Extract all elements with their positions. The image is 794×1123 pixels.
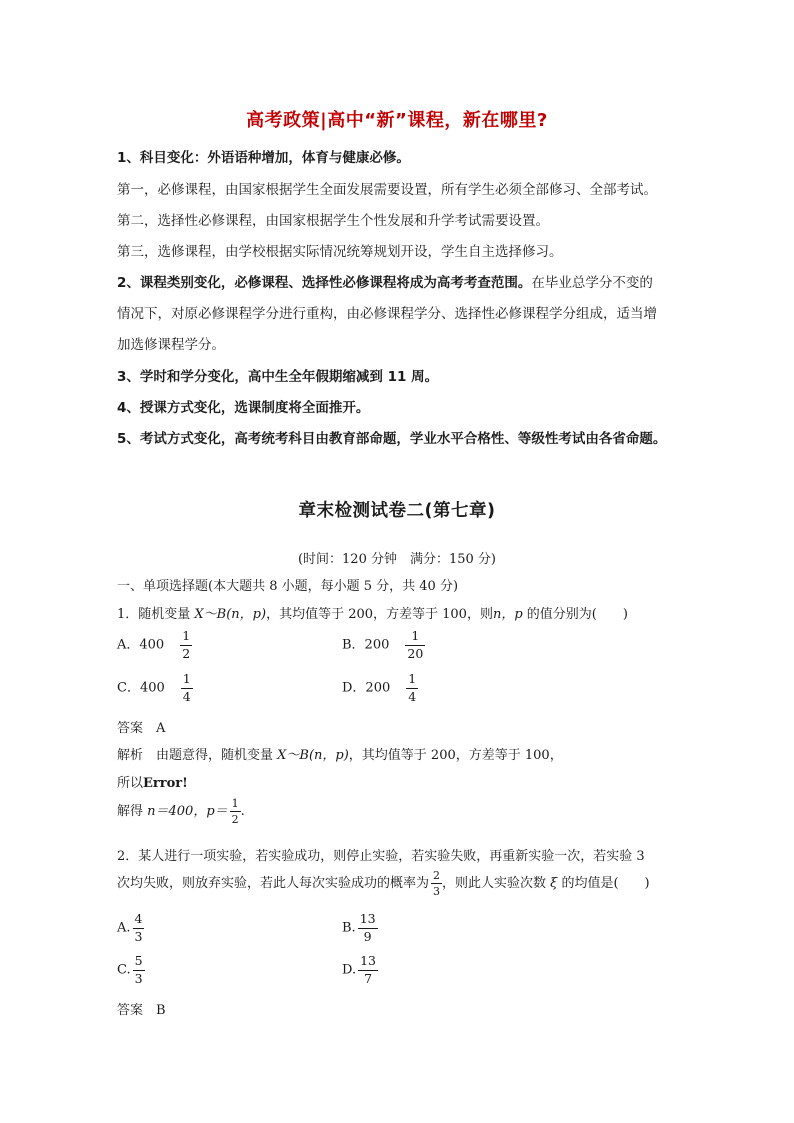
q1-stem-part: ，其均值等于 200，方差等于 100，则 <box>266 607 493 622</box>
fraction <box>133 913 145 943</box>
solve-prefix: 解得 <box>117 804 148 819</box>
fraction <box>180 630 192 660</box>
question-2-line2 <box>117 870 650 897</box>
article-item-2-line2: 情况下，对原必修课程学分进行重构，由必修课程学分、选择性必修课程学分组成，适当增 <box>117 306 657 322</box>
q1-option-c <box>117 673 193 703</box>
fraction-denominator: 3 <box>134 970 143 986</box>
article-item-2-bold: 2、课程类别变化，必修课程、选择性必修课程将成为高考考查范围。 <box>117 275 532 291</box>
fraction-denominator: 20 <box>407 645 424 661</box>
article-item-2-rest: 在毕业总学分不变的 <box>531 275 653 291</box>
fraction <box>181 673 193 703</box>
fraction-denominator: 3 <box>134 928 143 944</box>
analysis-part: 解析 由题意得，随机变量 <box>117 748 278 763</box>
solve-end: . <box>240 804 245 819</box>
article-item-second: 第二，选择性必修课程，由国家根据学生个性发展和升学考试需要设置。 <box>117 213 549 229</box>
q2-option-c <box>117 955 145 985</box>
fraction <box>431 870 442 897</box>
option-label: C．400 <box>117 680 165 696</box>
q2-var: ξ <box>550 876 558 891</box>
fraction-denominator: 4 <box>182 688 191 704</box>
question-2-line1: 2．某人进行一项实验，若实验成功，则停止实验，若实验失败，再重新实验一次，若实验 3 <box>117 849 645 864</box>
fraction-numerator: 5 <box>134 953 143 968</box>
article-item-1: 1、科目变化：外语语种增加，体育与健康必修。 <box>117 150 410 166</box>
fraction-numerator: 13 <box>360 953 376 968</box>
exam-subtitle: (时间：120 分钟 满分：150 分) <box>297 552 497 567</box>
option-label: A. <box>117 920 131 936</box>
exam-title: 章末检测试卷二(第七章) <box>298 501 496 521</box>
q1-stem-part: 1．随机变量 <box>117 607 195 622</box>
question-1-stem <box>117 603 628 622</box>
option-label: C. <box>117 962 131 978</box>
article-item-4: 4、授课方式变化，选课制度将全面推开。 <box>117 400 370 416</box>
option-label: B. <box>342 920 356 936</box>
q2-part: 的均值是( ) <box>557 876 650 891</box>
solve-expr: n＝400，p＝ <box>147 804 228 819</box>
q1-answer: 答案 A <box>117 721 166 736</box>
q1-option-b <box>342 630 425 660</box>
fraction <box>133 955 145 985</box>
q2-part: 次均失败，则放弃实验，若此人每次实验成功的概率为 <box>117 876 430 891</box>
article-item-2-line3: 加选修课程学分。 <box>117 337 225 353</box>
error-text: Error! <box>143 776 188 791</box>
option-label: A．400 <box>117 637 165 653</box>
q1-analysis <box>117 744 563 763</box>
article-item-5: 5、考试方式变化，高考统考科目由教育部命题，学业水平合格性、等级性考试由各省命题。 <box>117 431 667 447</box>
analysis-part: ，其均值等于 200，方差等于 100， <box>348 748 563 763</box>
fraction-numerator: 1 <box>182 628 191 643</box>
q2-option-b <box>342 913 378 943</box>
fraction-denominator: 2 <box>231 813 239 826</box>
q2-option-d <box>342 955 378 985</box>
fraction-numerator: 1 <box>408 671 417 686</box>
fraction <box>358 913 378 943</box>
q2-answer: 答案 B <box>117 1003 166 1018</box>
section-heading: 一、单项选择题(本大题共 8 小题，每小题 5 分，共 40 分) <box>117 579 459 594</box>
q1-so-line <box>117 772 188 791</box>
fraction-denominator: 9 <box>358 928 378 944</box>
q2-part: ，则此人实验次数 <box>442 876 551 891</box>
fraction-numerator: 2 <box>433 869 441 882</box>
fraction <box>405 630 425 660</box>
q2-option-a <box>117 913 144 943</box>
fraction-denominator: 3 <box>433 885 441 898</box>
fraction <box>358 955 378 985</box>
option-label: B．200 <box>342 637 390 653</box>
fraction-denominator: 7 <box>358 970 378 986</box>
fraction-numerator: 1 <box>411 628 420 643</box>
fraction-denominator: 4 <box>408 688 417 704</box>
fraction-numerator: 4 <box>134 911 143 926</box>
fraction-numerator: 1 <box>182 671 191 686</box>
article-item-3: 3、学时和学分变化，高中生全年假期缩减到 11 周。 <box>117 369 439 385</box>
article-item-first: 第一，必修课程，由国家根据学生全面发展需要设置，所有学生必须全部修习、全部考试。 <box>117 182 657 198</box>
q1-option-d <box>342 673 418 703</box>
article-title: 高考政策|高中“新”课程，新在哪里? <box>246 110 548 131</box>
option-label: D．200 <box>342 680 391 696</box>
article-item-third: 第三，选修课程，由学校根据实际情况统筹规划开设，学生自主选择修习。 <box>117 244 563 260</box>
q1-stem-np: n，p <box>492 607 523 622</box>
fraction-numerator: 1 <box>231 797 239 810</box>
fraction-numerator: 13 <box>359 911 376 926</box>
q1-option-a <box>117 630 192 660</box>
q1-stem-part: 的值分别为( ) <box>522 607 628 622</box>
analysis-var: X～B(n，p) <box>277 748 349 763</box>
q1-stem-var: X～B(n，p) <box>194 607 267 622</box>
fraction <box>406 673 418 703</box>
fraction <box>230 798 241 825</box>
fraction-denominator: 2 <box>182 645 191 661</box>
so-prefix: 所以 <box>117 776 144 791</box>
q1-solve-line <box>117 798 245 825</box>
article-item-2-line1 <box>117 271 653 291</box>
option-label: D. <box>342 962 357 978</box>
